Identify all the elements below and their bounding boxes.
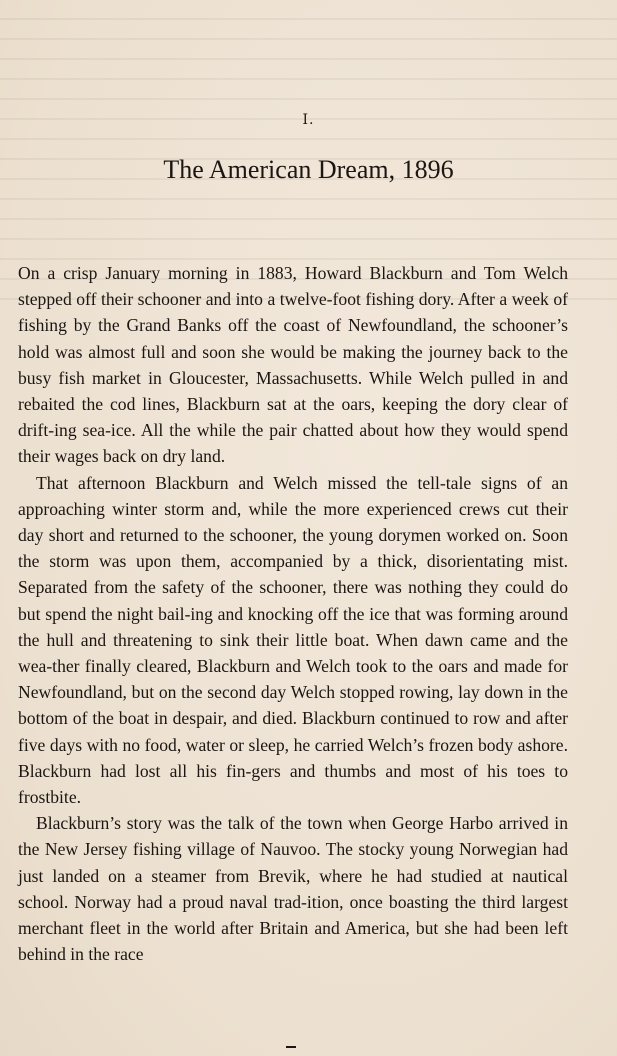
chapter-body bbox=[18, 260, 568, 967]
chapter-title: The American Dream, 1896 bbox=[163, 155, 454, 185]
paragraph: On a crisp January morning in 1883, Howard Blackburn and Tom Welch stepped off their schooner and into a twelve-foot fishing dory. After a week of fishing by the Grand Banks off the coast of Newfoundland, the schooner’s hold was almost full and soon she would be making the journey back to the busy fish market in Gloucester, Massachusetts. While Welch pulled in and rebaited the cod lines, Blackburn sat at the oars, keeping the dory clear of drift-ing sea-ice. All the while the pair chatted about how they would spend their wages back on dry land. bbox=[18, 263, 568, 467]
paragraph: Blackburn’s story was the talk of the town when George Harbo arrived in the New Jersey fishing village of Nauvoo. The stocky young Norwegian had just landed on a steamer from Brevik, where he had studied at nautical school. Norway had a proud naval trad-ition, once boasting the third largest merchant fleet in the world after Britain and America, but she had been left behind in the race bbox=[18, 813, 568, 965]
paragraph: That afternoon Blackburn and Welch missed the tell-tale signs of an approaching winter storm and, while the more experienced crews cut their day short and returned to the schooner, the young dorymen worked on. Soon the storm was upon them, accompanied by a thick, disorientating mist. Separated from the safety of the schooner, there was nothing they could do but spend the night bail-ing and knocking off the ice that was forming around the hull and threatening to sink their little boat. When dawn came and the wea-ther finally cleared, Blackburn and Welch took to the oars and made for Newfoundland, but on the second day Welch stopped rowing, lay down in the bottom of the boat in despair, and died. Blackburn continued to row and after five days with no food, water or sleep, he carried Welch’s frozen body ashore. Blackburn had lost all his fin-gers and thumbs and most of his toes to frostbite. bbox=[18, 472, 568, 808]
chapter-number: I. bbox=[302, 112, 315, 128]
bleed-through-text bbox=[0, 0, 617, 300]
page-number-mark bbox=[286, 1046, 296, 1048]
